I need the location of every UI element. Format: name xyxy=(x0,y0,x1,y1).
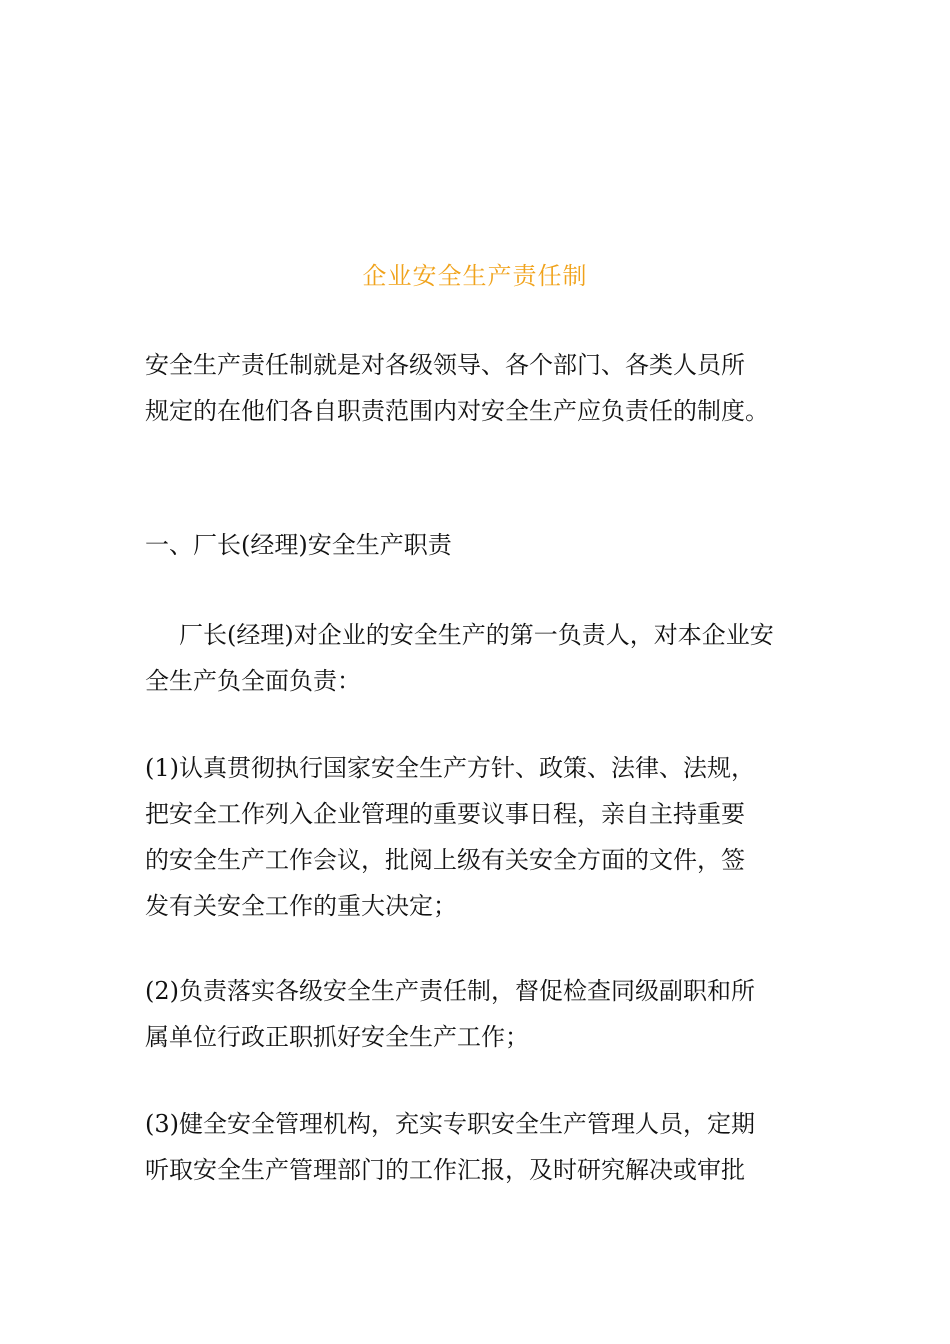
duty-line: 把安全工作列入企业管理的重要议事日程，亲自主持重要 xyxy=(145,800,745,828)
duty-line: (1)认真贯彻执行国家安全生产方针、政策、法律、法规， xyxy=(145,754,755,782)
section-lead-paragraph xyxy=(145,612,810,704)
duty-line: 听取安全生产管理部门的工作汇报，及时研究解决或审批 xyxy=(145,1156,745,1184)
duty-line: (3)健全安全管理机构，充实专职安全生产管理人员，定期 xyxy=(145,1110,755,1138)
intro-line: 规定的在他们各自职责范围内对安全生产应负责任的制度。 xyxy=(145,397,769,425)
duty-line: 发有关安全工作的重大决定； xyxy=(145,892,457,920)
section-heading xyxy=(145,522,810,568)
duty-line: 属单位行政正职抓好安全生产工作； xyxy=(145,1023,529,1051)
section-heading-text: 一、厂长(经理)安全生产职责 xyxy=(145,531,452,559)
duty-item-2 xyxy=(145,968,810,1060)
duty-item-1 xyxy=(145,745,810,929)
document-title: 企业安全生产责任制 xyxy=(362,262,588,290)
lead-line: 厂长(经理)对企业的安全生产的第一负责人，对本企业安 xyxy=(179,621,774,649)
duty-line: 的安全生产工作会议，批阅上级有关安全方面的文件，签 xyxy=(145,846,745,874)
duty-item-3 xyxy=(145,1101,810,1193)
intro-line: 安全生产责任制就是对各级领导、各个部门、各类人员所 xyxy=(145,351,745,379)
duty-line: (2)负责落实各级安全生产责任制，督促检查同级副职和所 xyxy=(145,977,755,1005)
lead-line: 全生产负全面负责： xyxy=(145,667,361,695)
intro-paragraph xyxy=(145,342,810,434)
